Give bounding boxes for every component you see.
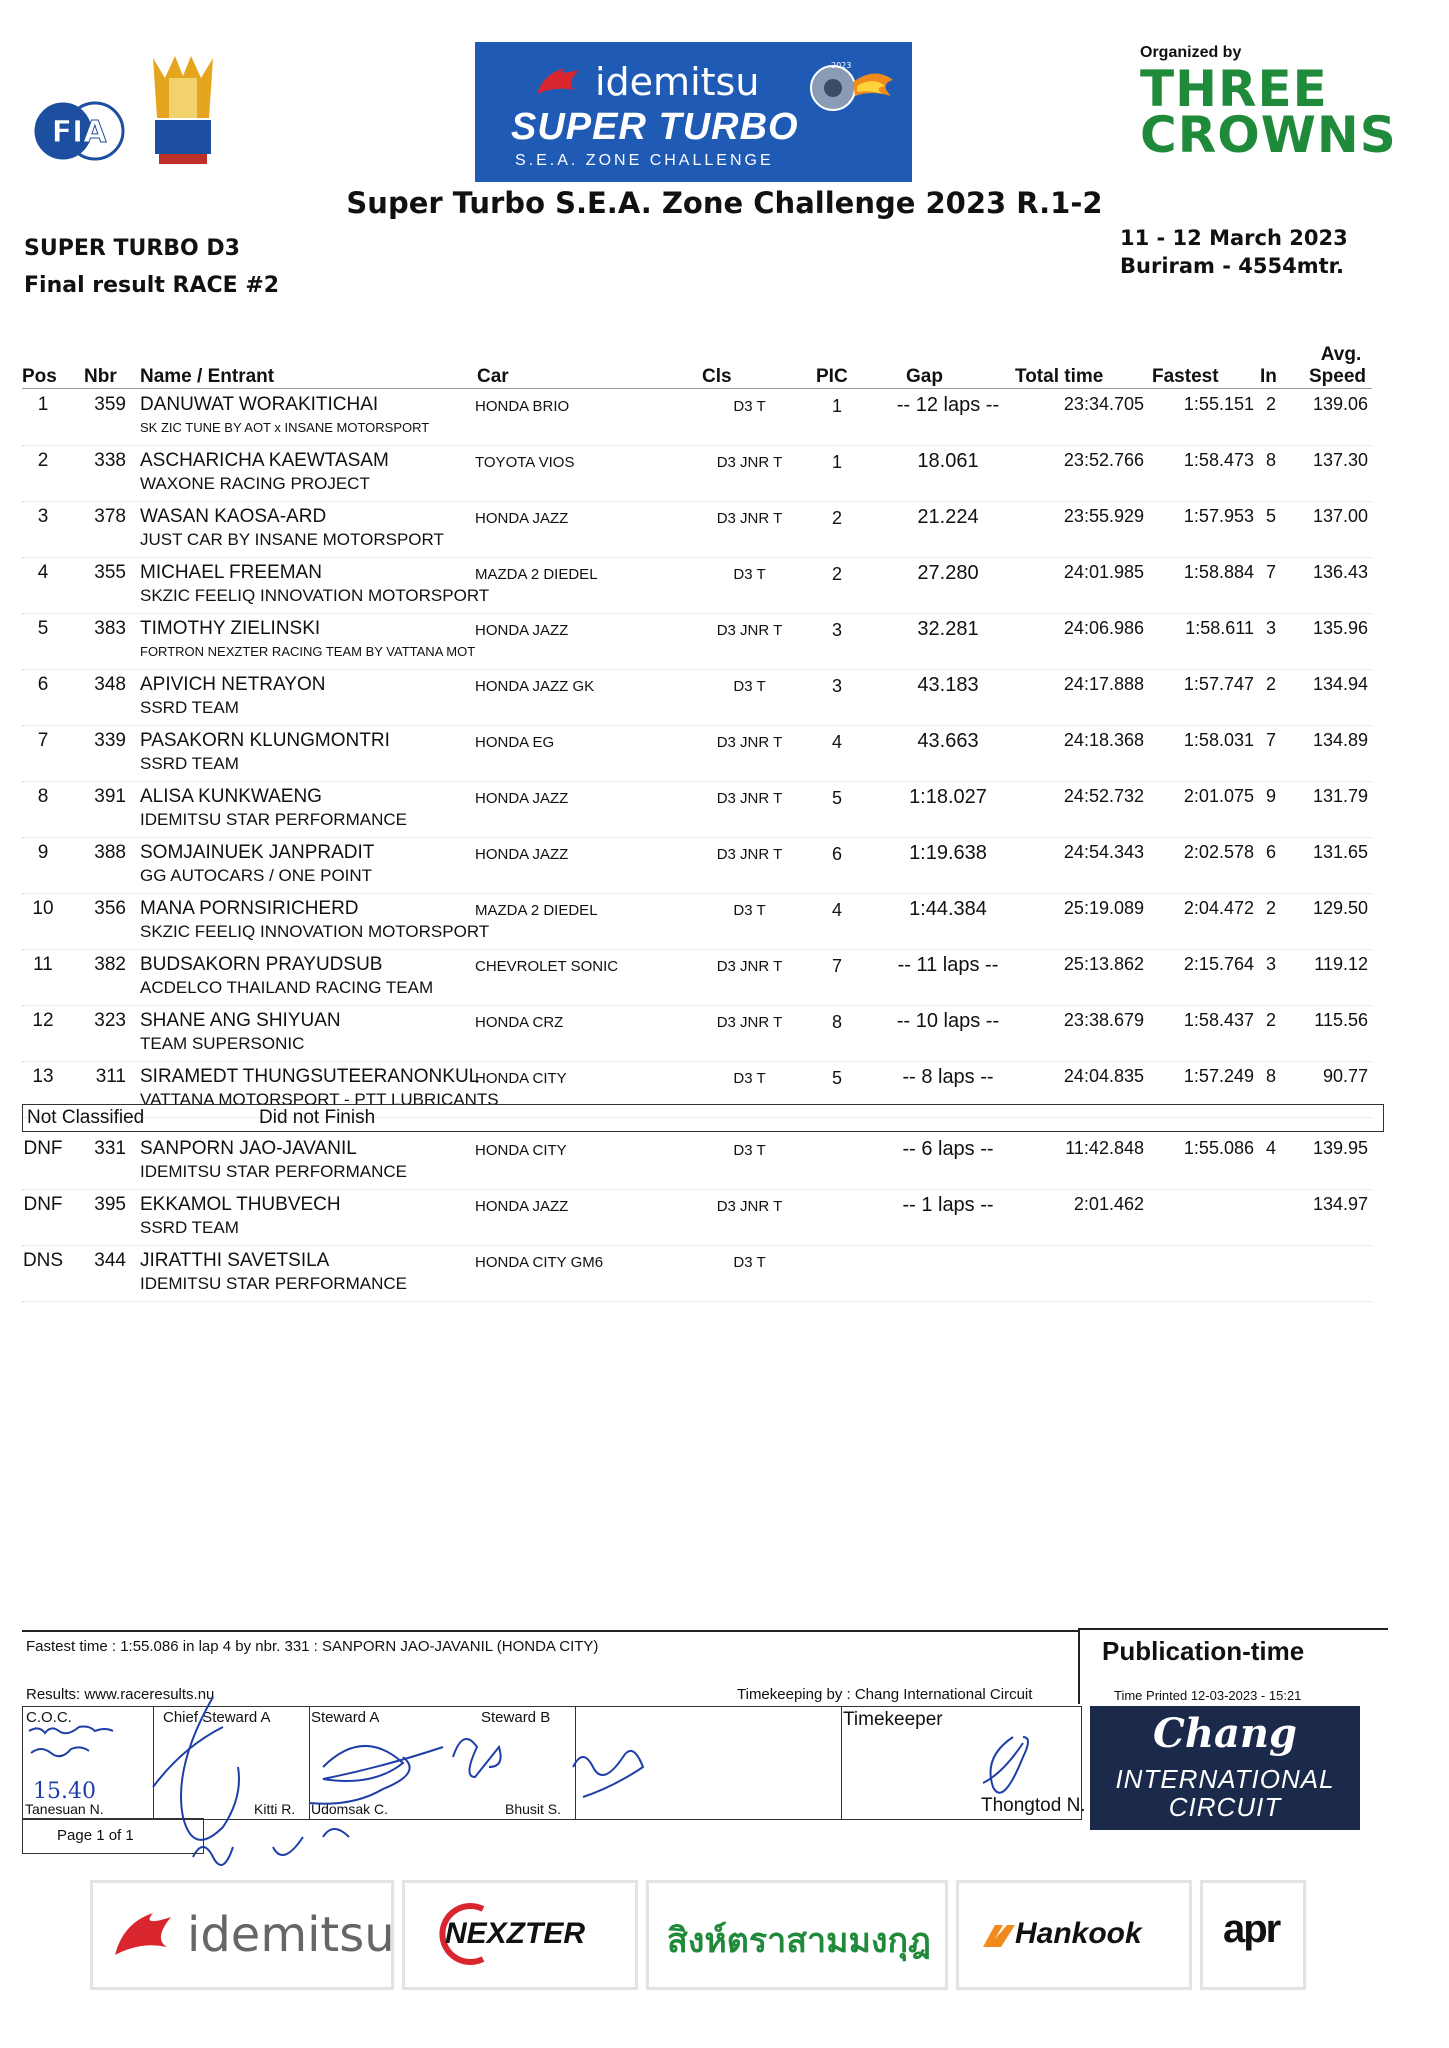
row-driver-name: ASCHARICHA KAEWTASAM [140,450,389,471]
row-entrant: TEAM SUPERSONIC [140,1034,305,1053]
row-class: D3 JNR T [716,734,783,751]
row-fastest-lap: 1:55.086 [1183,1138,1254,1158]
sponsor-strip [90,1880,1300,1986]
row-gap: -- 10 laps -- [896,1010,1000,1032]
row-driver-name: TIMOTHY ZIELINSKI [140,618,321,639]
row-entrant: SSRD TEAM [140,754,239,773]
row-nbr: 355 [94,562,126,583]
row-entrant: FORTRON NEXZTER RACING TEAM BY VATTANA MOT [140,644,476,659]
row-total-time: 24:01.985 [1063,562,1144,582]
sponsor-hankook [956,1880,1192,1990]
row-nbr: 311 [95,1066,126,1087]
row-pic: 4 [831,900,842,920]
turbo-flame-icon [805,60,895,116]
row-car: MAZDA 2 DIEDEL [475,902,598,919]
row-class: D3 JNR T [716,958,783,975]
table-row [22,1246,1372,1302]
row-fastest-lap: 2:02.578 [1183,842,1254,862]
results-url[interactable]: Results: www.raceresults.nu [26,1686,215,1703]
row-avg-speed: 137.30 [1312,450,1368,470]
row-pos: 8 [37,786,49,807]
row-pos: 1 [37,394,49,415]
row-fastest-lap: 2:01.075 [1183,786,1254,806]
publication-time-label: Publication-time [1102,1636,1305,1666]
event-date: 11 - 12 March 2023 [1120,226,1348,250]
timekeeper-name: Thongtod N. [981,1795,1086,1816]
row-pic: 2 [831,564,842,584]
row-class: D3 T [733,678,766,695]
row-entrant: SK ZIC TUNE BY AOT x INSANE MOTORSPORT [140,420,430,435]
row-nbr: 359 [94,394,126,415]
row-driver-name: SIRAMEDT THUNGSUTEERANONKUL [140,1066,480,1087]
col-speed: Speed [1309,366,1367,387]
row-car: HONDA JAZZ [475,790,569,807]
chang-logo-line3: CIRCUIT [1168,1792,1282,1822]
row-fastest-in-lap: 7 [1265,562,1276,582]
row-fastest-in-lap: 6 [1265,842,1276,862]
row-pic: 6 [831,844,842,864]
row-avg-speed: 137.00 [1312,506,1368,526]
row-fastest-in-lap: 8 [1265,450,1276,470]
chief-steward-name: Kitti R. [254,1801,296,1817]
row-pos: 7 [37,730,49,751]
row-gap: 1:18.027 [909,786,987,808]
row-pic: 3 [831,620,842,640]
row-pic: 1 [831,452,842,472]
row-driver-name: PASAKORN KLUNGMONTRI [140,730,390,751]
row-total-time: 24:54.343 [1063,842,1144,862]
row-fastest-in-lap: 3 [1265,618,1276,638]
coc-label: C.O.C. [26,1709,72,1726]
banner-brand: idemitsu [595,60,760,104]
table-row [22,390,1372,446]
three-crowns-logo: THREE CROWNS [1140,60,1397,164]
row-avg-speed: 134.94 [1312,674,1368,694]
sponsor-nexzter [402,1880,638,1990]
row-pic: 7 [831,956,842,976]
table-row [22,670,1372,726]
table-row [22,614,1372,670]
row-fastest-lap: 1:57.953 [1183,506,1254,526]
row-gap: 43.183 [917,674,979,696]
row-car: HONDA EG [475,734,555,751]
not-classified-bar [22,1104,1384,1132]
row-car: HONDA JAZZ [475,846,569,863]
row-avg-speed: 134.89 [1312,730,1368,750]
row-entrant: VATTANA MOTORSPORT - PTT LUBRICANTS [140,1090,499,1109]
footer-divider [1078,1628,1080,1704]
sponsor-hankook-text: Hankook [1015,1917,1142,1950]
row-class: D3 JNR T [716,454,783,471]
results-table-body [22,390,1372,1118]
row-fastest-in-lap: 7 [1265,730,1276,750]
row-class: D3 T [733,1254,766,1271]
sponsor-apr-text: apr [1223,1907,1280,1951]
row-fastest-lap: 1:58.611 [1185,618,1254,638]
row-class: D3 JNR T [716,1198,783,1215]
row-entrant: IDEMITSU STAR PERFORMANCE [140,1274,407,1293]
row-pos: DNS [22,1250,64,1271]
row-nbr: 391 [94,786,126,807]
steward-b-label: Steward B [481,1709,551,1726]
row-pic: 4 [831,732,842,752]
row-nbr: 378 [94,506,126,527]
row-pos: 9 [37,842,49,863]
idemitsu-flame-icon [113,1909,173,1959]
row-pos: 11 [33,954,53,975]
row-total-time: 25:19.089 [1063,898,1144,918]
row-nbr: 383 [94,618,126,639]
time-printed: Time Printed 12-03-2023 - 15:21 [1114,1688,1302,1703]
table-row [22,894,1372,950]
row-pic: 8 [831,1012,842,1032]
row-car: HONDA BRIO [475,398,570,415]
row-entrant: WAXONE RACING PROJECT [140,474,370,493]
row-class: D3 JNR T [716,510,783,527]
row-total-time: 24:52.732 [1063,786,1144,806]
row-fastest-in-lap: 3 [1265,954,1276,974]
super-turbo-banner [475,42,912,182]
sponsor-apr [1200,1880,1306,1990]
unclassified-table-body [22,1134,1372,1302]
row-gap: 32.281 [917,618,979,640]
header-rule [22,388,1372,389]
row-entrant: GG AUTOCARS / ONE POINT [140,866,373,885]
row-fastest-lap: 1:57.249 [1183,1066,1254,1086]
row-gap: 18.061 [917,450,979,472]
banner-year: 2023 [831,61,852,70]
row-avg-speed: 139.06 [1312,394,1368,414]
row-gap: 1:19.638 [909,842,987,864]
row-car: MAZDA 2 DIEDEL [475,566,598,583]
banner-title: SUPER TURBO [511,106,799,148]
row-total-time: 2:01.462 [1073,1194,1144,1214]
category: SUPER TURBO D3 [24,236,240,261]
row-pic: 5 [831,1068,842,1088]
row-class: D3 JNR T [716,622,783,639]
chang-circuit-logo [1090,1706,1360,1830]
sponsor-idemitsu-text: idemitsu [187,1907,395,1963]
fia-logo [32,100,126,162]
table-row [22,726,1372,782]
row-driver-name: BUDSAKORN PRAYUDSUB [140,954,383,975]
row-pos: 6 [37,674,49,695]
footer-rule [1078,1628,1388,1630]
row-car: CHEVROLET SONIC [475,958,619,975]
row-nbr: 348 [94,674,126,695]
row-class: D3 JNR T [716,790,783,807]
row-fastest-lap: 2:04.472 [1183,898,1254,918]
coc-name: Tanesuan N. [25,1801,104,1817]
row-driver-name: DANUWAT WORAKITICHAI [140,394,379,415]
row-avg-speed: 90.77 [1322,1066,1368,1086]
row-gap: -- 1 laps -- [902,1194,994,1216]
row-avg-speed: 129.50 [1312,898,1368,918]
row-total-time: 23:38.679 [1063,1010,1144,1030]
row-driver-name: APIVICH NETRAYON [140,674,326,695]
row-nbr: 388 [94,842,126,863]
steward-b-name: Bhusit S. [505,1801,562,1817]
row-avg-speed: 135.96 [1312,618,1368,638]
row-fastest-lap: 1:58.031 [1183,730,1254,750]
col-nbr: Nbr [84,366,117,387]
table-row [22,782,1372,838]
row-driver-name: SANPORN JAO-JAVANIL [140,1138,357,1159]
row-pos: 12 [32,1010,54,1031]
row-fastest-in-lap: 5 [1265,506,1276,526]
row-driver-name: SHANE ANG SHIYUAN [140,1010,341,1031]
row-car: HONDA CITY GM6 [475,1254,604,1271]
col-car: Car [477,366,509,387]
chang-logo-line2: INTERNATIONAL [1115,1764,1335,1794]
row-nbr: 356 [94,898,126,919]
row-nbr: 331 [94,1138,126,1159]
row-avg-speed: 115.56 [1314,1010,1368,1030]
table-row [22,1006,1372,1062]
row-total-time: 24:17.888 [1063,674,1144,694]
row-fastest-in-lap: 4 [1265,1138,1276,1158]
row-driver-name: EKKAMOL THUBVECH [140,1194,341,1215]
steward-a-name: Udomsak C. [311,1801,389,1817]
row-driver-name: ALISA KUNKWAENG [140,786,322,807]
row-total-time: 24:18.368 [1063,730,1144,750]
row-car: HONDA CRZ [475,1014,564,1031]
row-class: D3 T [733,566,766,583]
row-class: D3 T [733,902,766,919]
row-gap: 21.224 [917,506,979,528]
signature-box [22,1706,1086,1820]
row-fastest-in-lap: 2 [1265,1010,1276,1030]
row-fastest-lap: 1:58.437 [1183,1010,1254,1030]
col-in: In [1260,366,1277,387]
row-avg-speed: 131.65 [1312,842,1368,862]
row-total-time: 23:55.929 [1063,506,1144,526]
col-fastest: Fastest [1152,366,1219,387]
event-venue: Buriram - 4554mtr. [1120,254,1344,278]
banner-subtitle: S.E.A. ZONE CHALLENGE [515,152,774,169]
row-driver-name: JIRATTHI SAVETSILA [140,1250,330,1271]
sponsor-idemitsu [90,1880,394,1990]
row-gap: -- 11 laps -- [897,954,999,976]
steward-a-label: Steward A [311,1709,380,1726]
fia-logo-text: FIA [51,115,107,150]
row-fastest-in-lap: 8 [1265,1066,1276,1086]
row-driver-name: MANA PORNSIRICHERD [140,898,359,919]
row-driver-name: SOMJAINUEK JANPRADIT [140,842,375,863]
row-avg-speed: 139.95 [1312,1138,1368,1158]
table-row [22,446,1372,502]
row-avg-speed: 134.97 [1312,1194,1368,1214]
association-crest-logo [145,48,221,168]
row-class: D3 T [733,398,766,415]
row-gap: 43.663 [917,730,979,752]
row-entrant: SKZIC FEELIQ INNOVATION MOTORSPORT [140,922,490,941]
chang-logo-line1: Chang [1153,1710,1297,1757]
row-pic: 2 [831,508,842,528]
row-fastest-lap: 1:58.473 [1183,450,1254,470]
row-entrant: JUST CAR BY INSANE MOTORSPORT [140,530,444,549]
row-nbr: 338 [94,450,126,471]
row-fastest-lap: 1:57.747 [1183,674,1254,694]
row-car: TOYOTA VIOS [475,454,575,471]
row-car: HONDA JAZZ [475,622,569,639]
row-total-time: 25:13.862 [1063,954,1144,974]
table-row [22,1134,1372,1190]
handwritten-time: 15.40 [33,1779,96,1804]
col-gap: Gap [906,366,943,387]
row-car: HONDA CITY [475,1070,567,1087]
row-entrant: IDEMITSU STAR PERFORMANCE [140,1162,407,1181]
row-entrant: SSRD TEAM [140,698,239,717]
row-total-time: 23:52.766 [1063,450,1144,470]
col-name: Name / Entrant [140,366,275,387]
timekeeper-label: Timekeeper [843,1709,943,1730]
page-number: Page 1 of 1 [57,1827,134,1844]
row-pos: 4 [37,562,49,583]
date-venue-block [1120,224,1348,280]
col-avg: Avg. [1320,344,1362,365]
row-pos: DNF [23,1138,63,1159]
row-nbr: 395 [94,1194,126,1215]
row-entrant: ACDELCO THAILAND RACING TEAM [140,978,434,997]
row-entrant: IDEMITSU STAR PERFORMANCE [140,810,407,829]
row-fastest-lap: 2:15.764 [1183,954,1254,974]
page-number-box [22,1818,204,1854]
row-driver-name: WASAN KAOSA-ARD [140,506,327,527]
table-row [22,502,1372,558]
organized-by-label: Organized by [1140,44,1242,61]
timekeeping-note: Timekeeping by : Chang International Circuit [737,1686,1033,1703]
fastest-time-note: Fastest time : 1:55.086 in lap 4 by nbr. 331 : SANPORN JAO-JAVANIL (HONDA CITY) [26,1638,599,1655]
col-cls: Cls [702,366,732,387]
row-fastest-in-lap: 2 [1265,394,1276,414]
row-pos: 10 [32,898,54,919]
row-nbr: 323 [94,1010,126,1031]
row-avg-speed: 119.12 [1314,954,1368,974]
row-pos: 2 [37,450,49,471]
footer-info [22,1630,1080,1703]
sponsor-nexzter-text: NEXZTER [445,1917,586,1950]
row-avg-speed: 136.43 [1312,562,1368,582]
row-driver-name: MICHAEL FREEMAN [140,562,322,583]
not-classified-reason: Did not Finish [259,1107,376,1128]
category-block [24,230,279,304]
row-gap: 27.280 [917,562,979,584]
row-entrant: SKZIC FEELIQ INNOVATION MOTORSPORT [140,586,490,605]
not-classified-label: Not Classified [27,1107,145,1128]
row-fastest-lap: 1:58.884 [1183,562,1254,582]
chief-steward-label: Chief Steward A [163,1709,271,1726]
row-nbr: 344 [94,1250,126,1271]
row-gap: 1:44.384 [909,898,987,920]
row-car: HONDA JAZZ [475,510,569,527]
row-fastest-in-lap: 9 [1265,786,1276,806]
sponsor-three-crowns [646,1880,948,1990]
row-total-time: 24:04.835 [1063,1066,1144,1086]
row-total-time: 11:42.848 [1065,1138,1144,1158]
row-pic: 3 [831,676,842,696]
table-row [22,1190,1372,1246]
col-total-time: Total time [1015,366,1104,387]
row-class: D3 T [733,1070,766,1087]
row-total-time: 23:34.705 [1063,394,1144,414]
row-fastest-in-lap: 2 [1265,898,1276,918]
session: Final result RACE #2 [24,273,280,298]
row-class: D3 JNR T [716,1014,783,1031]
row-pic: 1 [831,396,842,416]
col-pos: Pos [22,366,57,387]
event-title: Super Turbo S.E.A. Zone Challenge 2023 R.1-2 [346,186,1103,220]
col-pic: PIC [816,366,848,387]
idemitsu-flame-icon [535,64,581,98]
row-nbr: 339 [94,730,126,751]
row-nbr: 382 [94,954,126,975]
table-row [22,838,1372,894]
results-table-header [22,340,1372,388]
row-entrant: SSRD TEAM [140,1218,239,1237]
row-pos: 5 [37,618,49,639]
sponsor-three-crowns-text: สิงห์ตราสามมงกุฎ [667,1921,931,1961]
table-row [22,950,1372,1006]
row-pos: 13 [32,1066,54,1087]
row-avg-speed: 131.79 [1312,786,1368,806]
row-fastest-lap: 1:55.151 [1183,394,1254,414]
row-class: D3 T [733,1142,766,1159]
row-gap: -- 6 laps -- [902,1138,994,1160]
row-fastest-in-lap: 2 [1265,674,1276,694]
footer [22,1630,1362,1860]
row-pos: DNF [23,1194,63,1215]
row-pos: 3 [37,506,49,527]
table-row [22,558,1372,614]
row-pic: 5 [831,788,842,808]
row-car: HONDA JAZZ [475,1198,569,1215]
row-class: D3 JNR T [716,846,783,863]
row-total-time: 24:06.986 [1063,618,1144,638]
row-car: HONDA CITY [475,1142,567,1159]
row-gap: -- 8 laps -- [902,1066,994,1088]
row-car: HONDA JAZZ GK [475,678,595,695]
row-gap: -- 12 laps -- [896,394,1000,416]
